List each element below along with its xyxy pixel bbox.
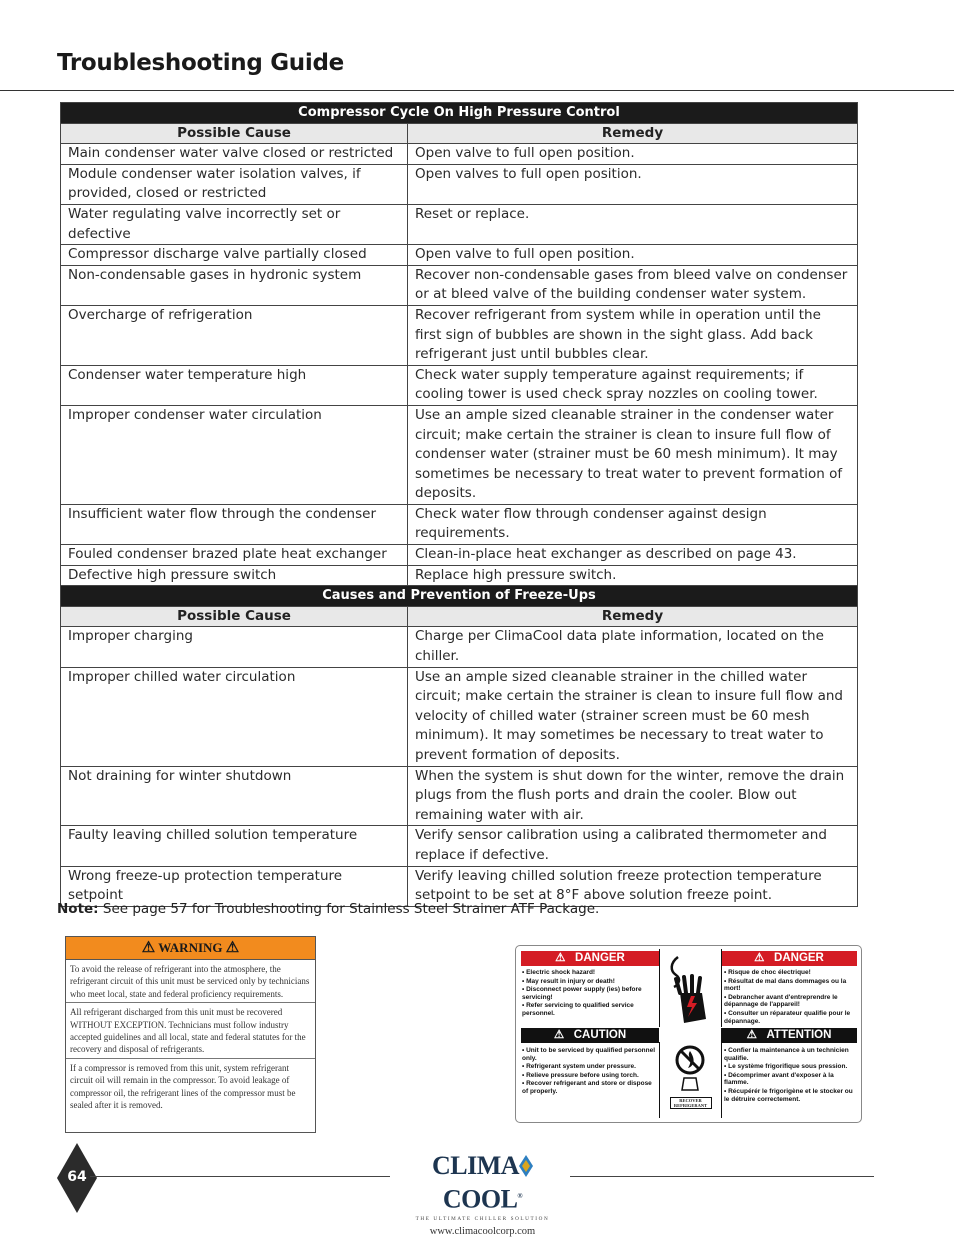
table-row (61, 565, 858, 586)
danger-fr-item: • Résultat de mal dans dommages ou la mort! (724, 977, 847, 993)
caution-en-item: • Refrigerant system under pressure. (522, 1063, 636, 1071)
shock-hazard-pictogram (659, 949, 722, 1027)
remedy-cell: Verify sensor calibration using a calibrated thermometer and replace if defective. (408, 826, 858, 866)
remedy-cell: Reset or replace. (408, 204, 858, 244)
shock-hand-icon (660, 949, 721, 1027)
caution-en-item: • Unit to be serviced by qualified personnel only. (522, 1047, 656, 1062)
remedy-cell: Use an ample sized cleanable strainer in the condenser water circuit; make certain the strainer is clean to insure full flow of condenser water (strainer must be 60 mesh minimum). It may sometimes be necessary to treat water to prevent formation of deposits. (408, 405, 858, 504)
logo-tagline: THE ULTIMATE CHILLER SOLUTION (415, 1215, 550, 1222)
remedy-cell: Verify leaving chilled solution freeze protection temperature setpoint to be set at 8°F above solution freeze point. (408, 866, 858, 906)
danger-en-item: • Disconnect power supply (ies) before servicing! (522, 986, 642, 1001)
table-row (61, 144, 858, 165)
attention-fr-item: • Confier la maintenance à un technicien qualifie. (724, 1047, 849, 1062)
column-header-row (61, 123, 858, 144)
cause-cell: Fouled condenser brazed plate heat exchanger (61, 545, 408, 566)
page-number: 64 (67, 1169, 87, 1185)
caution-en-item: • Recover refrigerant and store or dispose of properly. (522, 1080, 652, 1095)
warning-box (65, 936, 316, 1133)
warning-paragraph: To avoid the release of refrigerant into the atmosphere, the refrigerant circuit of this unit must be serviced only by technicians who meet local, state and federal proficiency requirements. (66, 960, 315, 1003)
page-title: Troubleshooting Guide (57, 50, 344, 76)
cause-cell: Improper charging (61, 627, 408, 667)
danger-en-text (522, 969, 658, 1019)
warning-paragraph: All refrigerant discharged from this unit must be recovered WITHOUT EXCEPTION. Technicians must follow industry accepted guidelines and all local, state and federal statutes for the recovery and disposal of refrigerants. (66, 1003, 315, 1059)
attention-fr-text (724, 1047, 858, 1104)
section-heading: Compressor Cycle On High Pressure Control (61, 103, 858, 124)
column-header-row (61, 606, 858, 627)
warning-paragraph: If a compressor is removed from this unit, system refrigerant circuit oil will remain in the compressor. To avoid leakage of compressor oil, the refrigerant lines of the compressor must be sealed after it is removed. (70, 1062, 296, 1111)
remedy-cell: Recover non-condensable gases from bleed valve on condenser or at bleed valve of the building condenser water system. (408, 265, 858, 305)
danger-fr-item: • Consulter un réparateur qualifie pour le dépannage. (724, 1009, 851, 1025)
safety-label (515, 945, 862, 1123)
table-row (61, 265, 858, 305)
remedy-cell: Replace high pressure switch. (408, 565, 858, 586)
attention-fr-item: • Récupérér le frigorigène et le stocker ou le détruire correctement. (724, 1087, 853, 1103)
column-header-cause: Possible Cause (61, 123, 408, 144)
logo-diamond-icon (519, 1155, 533, 1177)
danger-en-item: • May result in injury or death! (522, 977, 615, 985)
note-label: Note: (57, 901, 99, 917)
table-row (61, 164, 858, 204)
table-row (61, 667, 858, 766)
table-row (61, 766, 858, 826)
table-row (61, 826, 858, 866)
section-heading: Causes and Prevention of Freeze-Ups (61, 586, 858, 607)
column-header-remedy: Remedy (408, 606, 858, 627)
table-row (61, 405, 858, 504)
section-heading-row (61, 103, 858, 124)
danger-en-item: • Electric shock hazard! (522, 969, 596, 976)
remedy-cell: Check water flow through condenser against design requirements. (408, 504, 858, 544)
caution-en-item: • Relieve pressure before using torch. (522, 1071, 639, 1079)
warning-triangle-icon: ⚠ (141, 940, 156, 956)
remedy-cell: When the system is shut down for the winter, remove the drain plugs from the flush ports and drain the cooler. Blow out remaining water with air. (408, 766, 858, 826)
cause-cell: Faulty leaving chilled solution temperature (61, 826, 408, 866)
table-row (61, 365, 858, 405)
footer-rule-right (570, 1176, 874, 1177)
note-text: See page 57 for Troubleshooting for Stainless Steel Strainer ATF Package. (98, 901, 600, 917)
danger-fr-item: • Risque de choc électrique! (724, 969, 811, 976)
table-row (61, 504, 858, 544)
attention-fr-item: • Le système frigorifique sous pression. (724, 1063, 848, 1071)
cause-cell: Overcharge of refrigeration (61, 305, 408, 365)
warning-triangle-icon: ⚠ (225, 940, 240, 956)
warning-heading: WARNING (158, 940, 223, 955)
column-header-cause: Possible Cause (61, 606, 408, 627)
troubleshooting-table (60, 102, 858, 907)
title-divider (0, 90, 954, 91)
logo-wordmark: CLIMACOOL® (400, 1151, 565, 1215)
cause-cell: Water regulating valve incorrectly set or defective (61, 204, 408, 244)
cause-cell: Improper condenser water circulation (61, 405, 408, 504)
caution-banner: ⚠ CAUTION (521, 1028, 659, 1043)
attention-banner: ⚠ ATTENTION (721, 1028, 857, 1043)
remedy-cell: Clean-in-place heat exchanger as described on page 43. (408, 545, 858, 566)
danger-en-item: • Refer servicing to qualified service personnel. (522, 1002, 634, 1017)
recover-refrigerant-text: RECOVER REFRIGERANT (670, 1097, 712, 1109)
table-row (61, 545, 858, 566)
cause-cell: Condenser water temperature high (61, 365, 408, 405)
warning-header (66, 937, 315, 960)
remedy-cell: Charge per ClimaCool data plate information, located on the chiller. (408, 627, 858, 667)
cause-cell: Non-condensable gases in hydronic system (61, 265, 408, 305)
cause-cell: Main condenser water valve closed or restricted (61, 144, 408, 165)
table-row (61, 204, 858, 244)
danger-en-banner: ⚠ DANGER (521, 951, 659, 966)
cause-cell: Improper chilled water circulation (61, 667, 408, 766)
attention-fr-item: • Décomprimer avant d'exposer à la flamme. (724, 1071, 834, 1087)
danger-fr-banner: ⚠ DANGER (721, 951, 857, 966)
cause-cell: Insufficient water flow through the condenser (61, 504, 408, 544)
page-number-badge (57, 1143, 97, 1213)
danger-fr-text (724, 969, 858, 1026)
no-flame-pictogram (659, 1042, 722, 1118)
climacool-logo (400, 1151, 565, 1237)
remedy-cell: Check water supply temperature against requirements; if cooling tower is used check spray nozzles on cooling tower. (408, 365, 858, 405)
cause-cell: Defective high pressure switch (61, 565, 408, 586)
table-row (61, 305, 858, 365)
section-heading-row (61, 586, 858, 607)
cause-cell: Wrong freeze-up protection temperature setpoint (61, 866, 408, 906)
remedy-cell: Recover refrigerant from system while in operation until the first sign of bubbles are shown in the sight glass. Add back refrigerant just until bubbles clear. (408, 305, 858, 365)
remedy-cell: Use an ample sized cleanable strainer in the chilled water circuit; make certain the strainer is clean to insure full flow and velocity of chilled water (strainer screen must be 60 mesh minimum). It may sometimes be necessary to treat water to prevent formation of deposits. (408, 667, 858, 766)
footer-url: www.climacoolcorp.com (429, 1225, 536, 1237)
remedy-cell: Open valve to full open position. (408, 245, 858, 266)
footer-rule-left (90, 1176, 390, 1177)
danger-fr-item: • Debrancher avant d'entreprendre le dépannage de l'appareil! (724, 993, 838, 1009)
note (57, 901, 599, 917)
column-header-remedy: Remedy (408, 123, 858, 144)
remedy-cell: Open valves to full open position. (408, 164, 858, 204)
caution-en-text (522, 1047, 658, 1097)
remedy-cell: Open valve to full open position. (408, 144, 858, 165)
no-flame-icon (660, 1042, 721, 1092)
cause-cell: Compressor discharge valve partially closed (61, 245, 408, 266)
table-row (61, 627, 858, 667)
cause-cell: Not draining for winter shutdown (61, 766, 408, 826)
cause-cell: Module condenser water isolation valves, if provided, closed or restricted (61, 164, 408, 204)
table-row (61, 245, 858, 266)
